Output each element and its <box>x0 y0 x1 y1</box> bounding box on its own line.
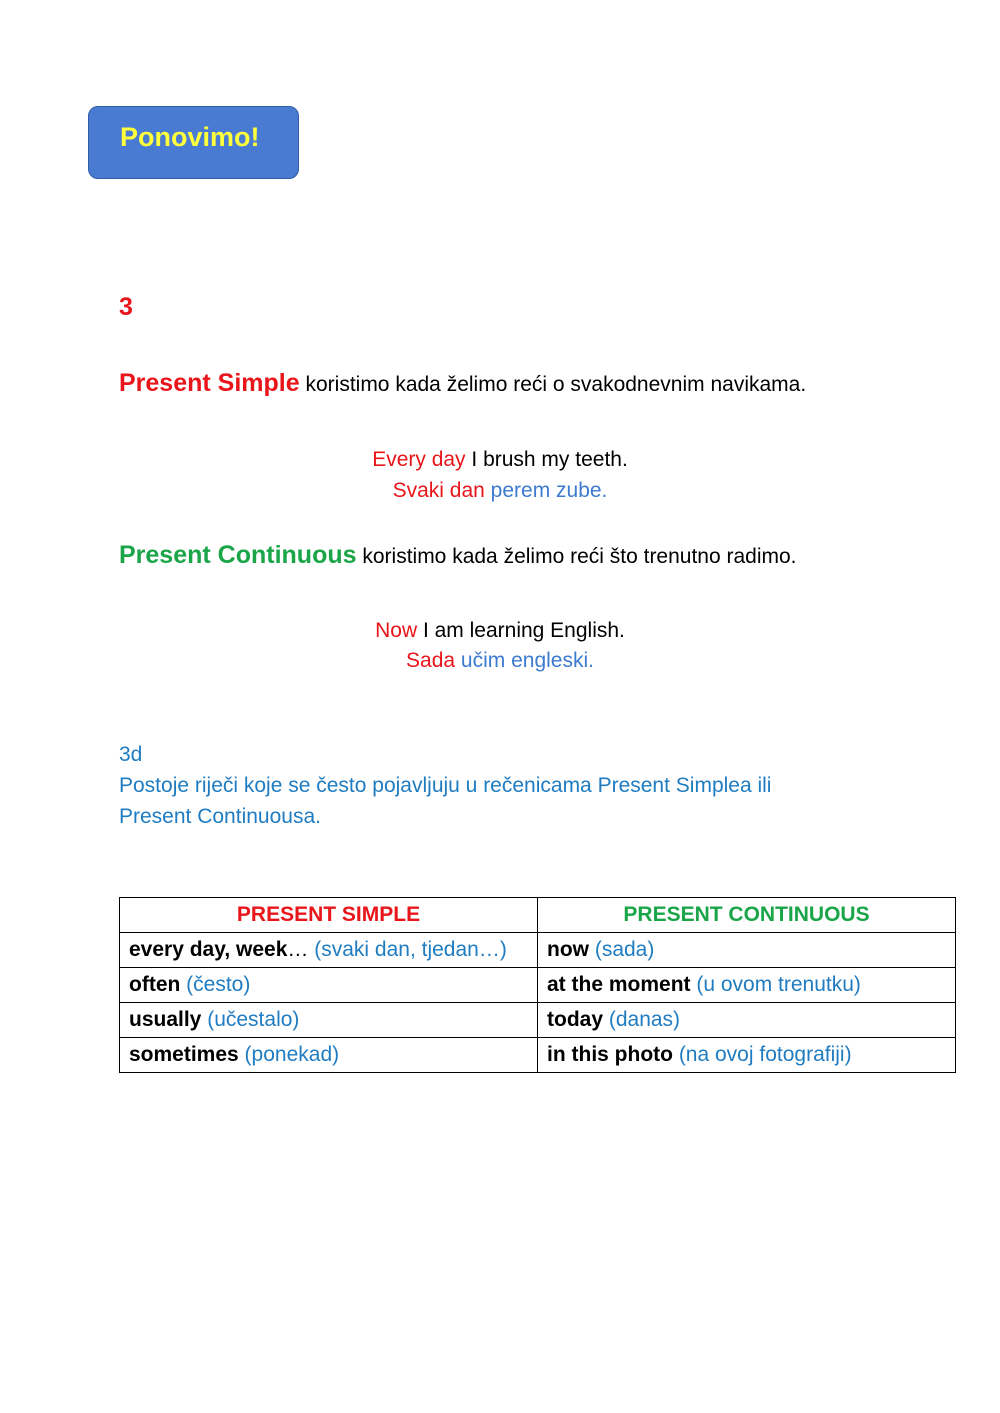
signal-word-translation: (danas) <box>603 1008 681 1031</box>
signal-words-table <box>119 897 956 1073</box>
signal-word-translation: (ponekad) <box>238 1043 340 1066</box>
present-continuous-term: Present Continuous <box>119 541 357 569</box>
table-row <box>120 968 956 1003</box>
signal-word: every day, week <box>129 938 288 961</box>
table-row <box>120 1038 956 1073</box>
table-cell-continuous <box>538 1038 956 1073</box>
section-number: 3 <box>119 293 133 321</box>
signal-word-translation: (na ovoj fotografiji) <box>672 1043 852 1066</box>
ponovimo-badge <box>88 106 299 179</box>
table-cell-simple <box>120 1038 538 1073</box>
example-hr-sentence: perem zube. <box>484 479 608 502</box>
present-continuous-example-hr <box>0 649 1000 673</box>
signal-word-translation: (često) <box>180 973 251 996</box>
present-continuous-description: koristimo kada želimo reći što trenutno radimo. <box>356 545 797 568</box>
signal-word: today <box>547 1008 604 1031</box>
table-cell-continuous <box>538 1003 956 1038</box>
example-en-time-marker: Now <box>375 619 418 642</box>
present-simple-example-hr <box>0 479 1000 503</box>
present-simple-description: koristimo kada želimo reći o svakodnevnim navikama. <box>299 373 807 396</box>
signal-word: at the moment <box>547 973 691 996</box>
note-line-2: Present Continuousa. <box>119 805 321 828</box>
signal-word-translation: (sada) <box>589 938 655 961</box>
note-line-1: Postoje riječi koje se često pojavljuju u rečenicama Present Simplea ili <box>119 774 772 797</box>
present-simple-example-en <box>0 448 1000 472</box>
table-cell-continuous <box>538 968 956 1003</box>
signal-word-translation: (u ovom trenutku) <box>690 973 861 996</box>
signal-word-tail: … <box>287 938 309 961</box>
present-continuous-definition <box>119 541 797 570</box>
header-present-simple: PRESENT SIMPLE <box>120 898 538 933</box>
badge-label: Ponovimo! <box>120 122 260 152</box>
signal-word-translation: (učestalo) <box>201 1008 300 1031</box>
present-simple-definition <box>119 369 806 398</box>
header-present-continuous: PRESENT CONTINUOUS <box>538 898 956 933</box>
table-cell-continuous <box>538 933 956 968</box>
table-header-row <box>120 898 956 933</box>
signal-word: often <box>129 973 181 996</box>
example-en-sentence: I brush my teeth. <box>465 448 628 471</box>
table-row <box>120 933 956 968</box>
note-label: 3d <box>119 743 143 766</box>
example-hr-time-marker: Svaki dan <box>392 479 485 502</box>
signal-word-translation: (svaki dan, tjedan…) <box>308 938 507 961</box>
example-en-sentence: I am learning English. <box>417 619 625 642</box>
example-hr-sentence: učim engleski. <box>455 649 594 672</box>
signal-word: now <box>547 938 589 961</box>
signal-word: usually <box>129 1008 202 1031</box>
present-continuous-example-en <box>0 619 1000 643</box>
signal-word: in this photo <box>547 1043 673 1066</box>
table-cell-simple <box>120 968 538 1003</box>
example-hr-time-marker: Sada <box>406 649 456 672</box>
table-row <box>120 1003 956 1038</box>
present-simple-term: Present Simple <box>119 369 300 397</box>
example-en-time-marker: Every day <box>372 448 466 471</box>
table-cell-simple <box>120 933 538 968</box>
signal-word: sometimes <box>129 1043 239 1066</box>
table-cell-simple <box>120 1003 538 1038</box>
